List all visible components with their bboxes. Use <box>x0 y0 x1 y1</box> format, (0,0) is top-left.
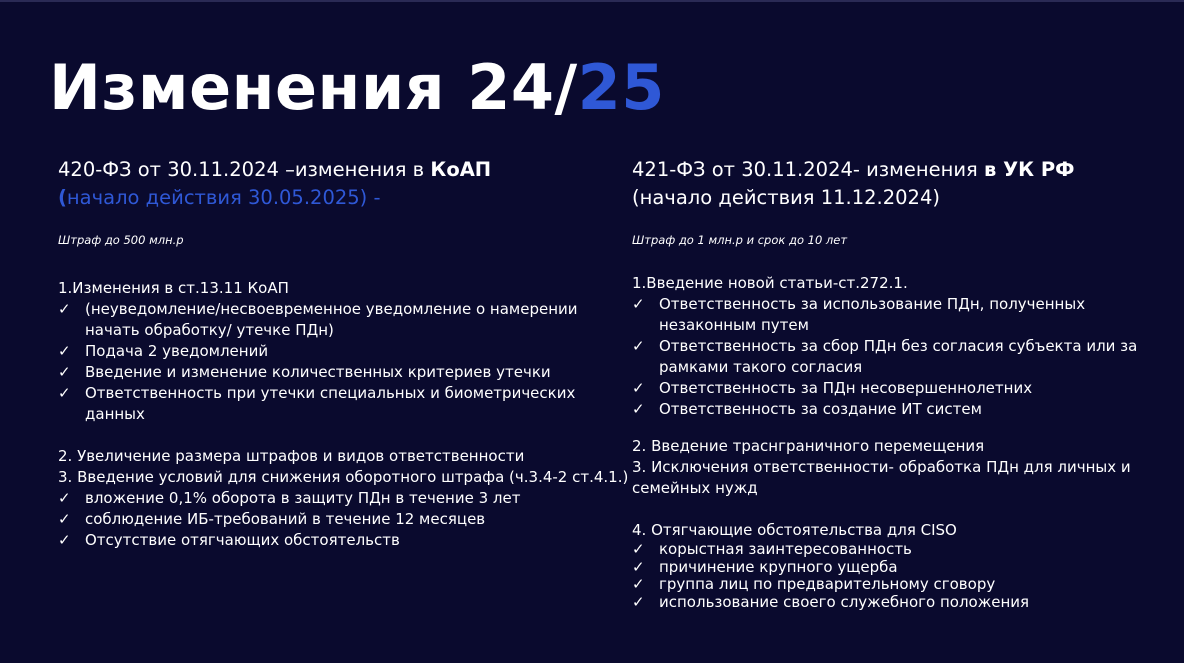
check-item-text: причинение крупного ущерба <box>659 557 898 576</box>
check-item <box>632 378 1172 399</box>
check-item <box>58 530 618 551</box>
right-heading <box>632 156 1172 184</box>
right-item-3-line1: 3. Исключения ответственности- обработка ПДн для личных и <box>632 458 1131 476</box>
check-item-text: (неуведомление/несвоевременное уведомление о намерении <box>85 300 578 318</box>
check-mark-icon: ✓ <box>632 379 645 397</box>
check-item <box>58 299 618 341</box>
check-item-text: использование своего служебного положения <box>659 592 1030 611</box>
right-checklist-1 <box>632 294 1172 420</box>
check-item-text: Ответственность за сбор ПДн без согласия субъекта или за <box>659 337 1138 355</box>
left-heading-line2 <box>58 184 618 212</box>
check-mark-icon: ✓ <box>58 384 71 402</box>
check-mark-icon: ✓ <box>58 531 71 549</box>
top-border <box>0 0 1184 2</box>
check-mark-icon: ✓ <box>58 363 71 381</box>
right-heading-line2: (начало действия 11.12.2024) <box>632 186 940 209</box>
left-item-2: 2. Увеличение размера штрафов и видов ответственности <box>58 447 525 465</box>
right-column <box>632 156 1172 611</box>
right-heading-bold: в УК РФ <box>983 158 1075 181</box>
right-item-3-line2: семейных нужд <box>632 479 758 497</box>
title-main: Изменения 24/ <box>49 51 578 124</box>
right-heading-text: 421-ФЗ от 30.11.2024- изменения <box>632 158 984 181</box>
check-item <box>632 594 1172 612</box>
right-item-2: 2. Введение траснграничного перемещения <box>632 437 985 455</box>
check-mark-icon: ✓ <box>632 540 645 558</box>
left-item-3: 3. Введение условий для снижения оборотного штрафа (ч.3.4-2 ст.4.1.) <box>58 468 629 486</box>
check-item-text: рамками такого согласия <box>659 358 863 376</box>
check-item-text: данных <box>85 405 145 423</box>
check-mark-icon: ✓ <box>632 557 645 576</box>
right-fine-note: Штраф до 1 млн.р и срок до 10 лет <box>632 233 848 247</box>
check-item <box>58 509 618 530</box>
page-title <box>49 52 665 124</box>
left-checklist-1 <box>58 299 618 425</box>
left-heading <box>58 156 618 184</box>
left-column <box>58 156 629 551</box>
check-mark-icon: ✓ <box>58 510 71 528</box>
check-item <box>632 399 1172 420</box>
check-item <box>58 341 618 362</box>
check-item <box>632 541 1172 559</box>
check-item <box>632 559 1172 577</box>
check-mark-icon: ✓ <box>632 400 645 418</box>
left-fine-note: Штраф до 500 млн.р <box>58 233 184 247</box>
check-item <box>58 488 618 509</box>
check-item-text: Ответственность при утечки специальных и биометрических <box>85 384 576 402</box>
check-item-text: Ответственность за использование ПДн, полученных <box>659 295 1086 313</box>
check-item <box>58 383 618 425</box>
check-mark-icon: ✓ <box>58 489 71 507</box>
check-item <box>632 336 1172 378</box>
check-item <box>632 576 1172 594</box>
left-heading-paren: ( <box>58 186 67 209</box>
right-item-1: 1.Введение новой статьи-ст.272.1. <box>632 274 908 292</box>
check-item-text: Введение и изменение количественных критериев утечки <box>85 363 551 381</box>
check-item-text: Ответственность за создание ИТ систем <box>659 400 982 418</box>
check-mark-icon: ✓ <box>58 342 71 360</box>
right-item-4: 4. Отягчающие обстоятельства для CISO <box>632 521 957 539</box>
check-mark-icon: ✓ <box>632 592 645 611</box>
check-item <box>58 362 618 383</box>
check-item-text: группа лиц по предварительному сговору <box>659 575 996 593</box>
left-item-1: 1.Изменения в ст.13.11 КоАП <box>58 279 289 297</box>
check-item-text: начать обработку/ утечке ПДн) <box>85 321 334 339</box>
check-item-text: корыстная заинтересованность <box>659 540 912 558</box>
left-checklist-2 <box>58 488 618 551</box>
left-heading-text: 420-ФЗ от 30.11.2024 –изменения в <box>58 158 431 181</box>
check-item-text: вложение 0,1% оборота в защиту ПДн в течение 3 лет <box>85 489 521 507</box>
left-heading-date: начало действия 30.05.2025) - <box>66 186 381 209</box>
check-item <box>632 294 1172 336</box>
check-mark-icon: ✓ <box>632 295 645 313</box>
check-mark-icon: ✓ <box>58 300 71 318</box>
left-heading-bold: КоАП <box>430 158 492 181</box>
check-item-text: соблюдение ИБ-требований в течение 12 месяцев <box>85 510 486 528</box>
check-item-text: Отсутствие отягчающих обстоятельств <box>85 531 400 549</box>
check-mark-icon: ✓ <box>632 337 645 355</box>
right-checklist-2 <box>632 541 1172 611</box>
check-item-text: Ответственность за ПДн несовершеннолетних <box>659 379 1033 397</box>
title-accent: 25 <box>577 51 665 124</box>
check-item-text: Подача 2 уведомлений <box>85 342 269 360</box>
check-item-text: незаконным путем <box>659 316 809 334</box>
check-mark-icon: ✓ <box>632 575 645 593</box>
